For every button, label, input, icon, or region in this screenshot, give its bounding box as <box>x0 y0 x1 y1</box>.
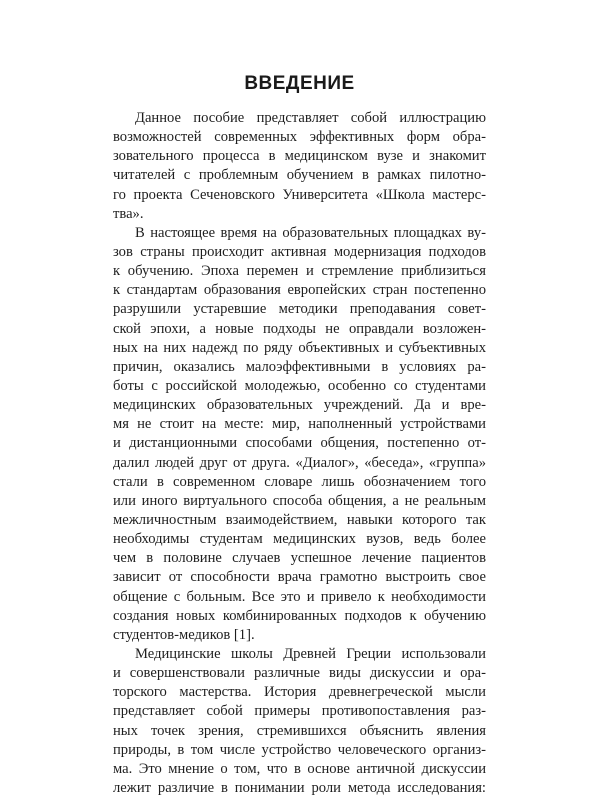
paragraph-intro <box>113 109 486 224</box>
text-line: и совершенствовали различные виды дискуссии и ора- <box>113 665 486 682</box>
text-line: необходимы студентам медицинских вузов, ведь более <box>113 531 486 548</box>
text-line: межличностным взаимодействием, навыки которого так <box>113 511 486 528</box>
page <box>113 72 486 798</box>
text-line: возможностей современных эффективных форм обра- <box>113 129 486 146</box>
text-line: и дистанционными способами общения, постепенно от- <box>113 435 486 452</box>
text-line: причин, оказались малоэффективными в условиях ра- <box>113 358 486 375</box>
text-line: ных точек зрения, стремившихся объяснить явления <box>113 722 486 739</box>
text-line: зовательного процесса в медицинском вузе и знакомит <box>113 148 486 165</box>
text-line: чем в половине случаев успешное лечение пациентов <box>113 550 486 567</box>
text-line: общение с больным. Все это и привело к необходимости <box>113 588 486 605</box>
text-line: зависит от способности врача грамотно выстроить свое <box>113 569 486 586</box>
text-line: Медицинские школы Древней Греции использовали <box>135 645 486 662</box>
text-line: боты с российской молодежью, особенно со студентами <box>113 377 486 394</box>
text-line: ма. Это мнение о том, что в основе античной дискуссии <box>113 760 486 777</box>
text-line: читателей с проблемным обучением в рамках пилотно- <box>113 167 486 184</box>
text-line: лежит различие в понимании роли метода исследования: <box>113 779 486 796</box>
chapter-title: ВВЕДЕНИЕ <box>244 73 355 94</box>
text-line: мя не стоит на месте: мир, наполненный устройствами <box>113 416 486 433</box>
paragraph-ancient-greece <box>113 645 486 798</box>
text-line: или иного виртуального способа общения, а не реальным <box>113 492 486 509</box>
text-line: природы, в том числе устройство человеческого организ- <box>113 741 486 758</box>
text-line: торского мастерства. История древнегреческой мысли <box>113 684 486 701</box>
text-line: представляет собой примеры противопоставления раз- <box>113 703 486 720</box>
text-line: к стандартам образования европейских стран постепенно <box>113 282 486 299</box>
text-line: Данное пособие представляет собой иллюстрацию <box>135 110 486 126</box>
text-line: к обучению. Эпоха перемен и стремление приблизиться <box>113 263 486 280</box>
text-line: медицинских образовательных учреждений. Да и вре- <box>113 397 486 414</box>
text-line: ской эпохи, а новые подходы не оправдали возложен- <box>113 320 486 337</box>
body-text <box>113 109 486 798</box>
text-line: разрушили устаревшие методики преподавания совет- <box>113 301 486 318</box>
text-line: студентов-медиков [1]. <box>113 626 255 643</box>
text-line: далил людей друг от друга. «Диалог», «беседа», «группа» <box>113 454 486 471</box>
text-line: ных на них надежд по ряду объективных и субъективных <box>113 339 486 356</box>
text-line: стали в современном словаре лишь обозначением того <box>113 473 486 490</box>
text-line: зов страны происходит активная модернизация подходов <box>113 243 486 260</box>
text-line: создания новых комбинированных подходов к обучению <box>113 607 486 624</box>
text-line: тва». <box>113 205 144 222</box>
text-line: го проекта Сеченовского Университета «Школа мастерс- <box>113 186 486 203</box>
paragraph-modernization <box>113 224 486 645</box>
text-line: В настоящее время на образовательных площадках ву- <box>135 224 486 241</box>
